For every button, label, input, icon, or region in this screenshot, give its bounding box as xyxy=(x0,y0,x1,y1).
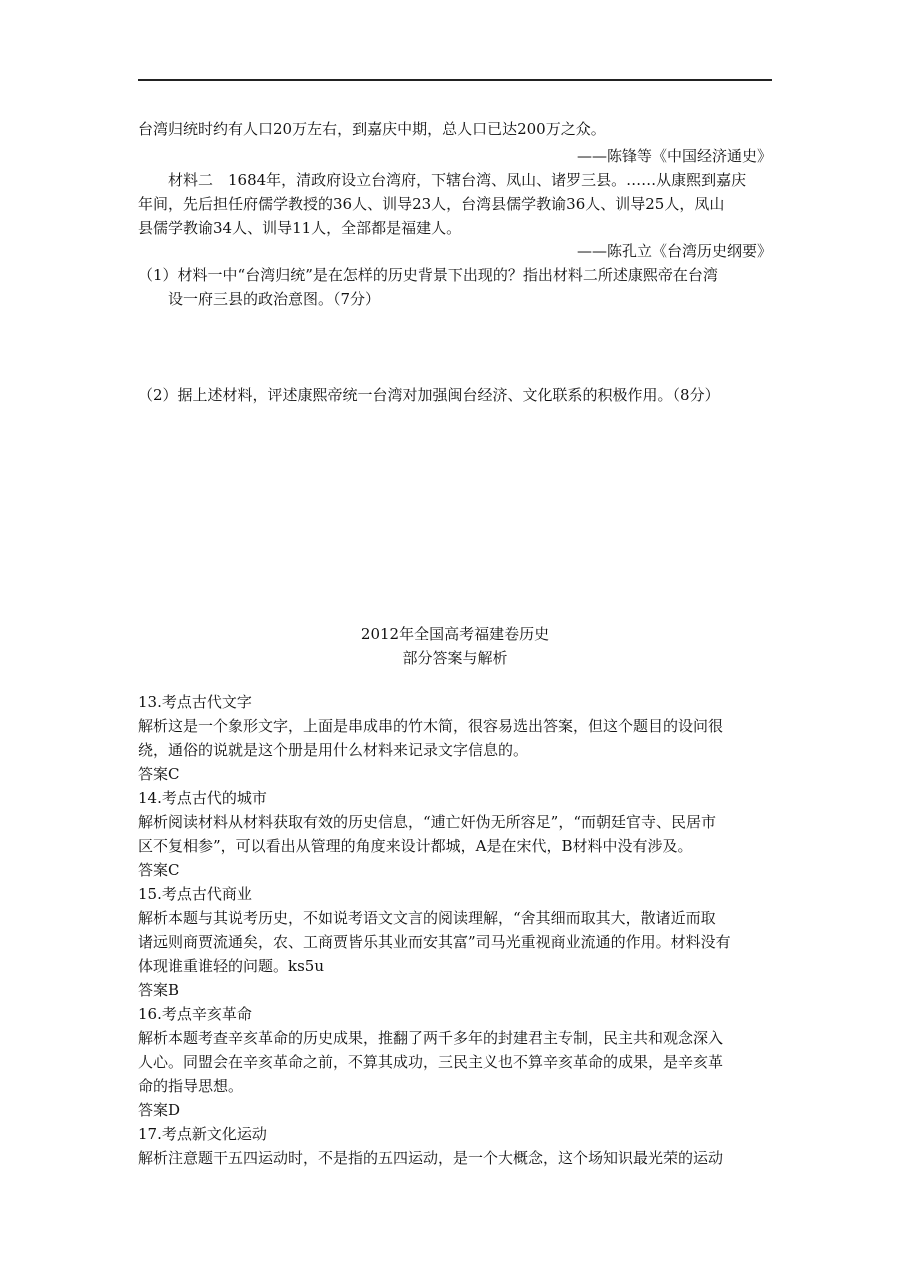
answer-line: 解析阅读材料从材料获取有效的历史信息，“逋亡奸伪无所容足”，“而朝廷官寺、民居市 xyxy=(138,813,717,831)
answer-line: 17.考点新文化运动 xyxy=(138,1125,267,1143)
answer-line: 区不复相参”，可以看出从管理的角度来设计都城，A是在宋代，B材料中没有涉及。 xyxy=(138,837,693,855)
material-two-source: ——陈孔立《台湾历史纲要》 xyxy=(576,242,772,260)
answer-line: 解析本题与其说考历史，不如说考语文文言的阅读理解，“舍其细而取其大，散诸近而取 xyxy=(138,909,716,927)
answers-title: 2012年全国高考福建卷历史 xyxy=(360,625,550,643)
answer-line: 15.考点古代商业 xyxy=(138,885,252,903)
answer-line: 答案D xyxy=(138,1101,181,1119)
answer-line: 答案B xyxy=(138,981,180,999)
answer-line: 诸远则商贾流通矣，农、工商贾皆乐其业而安其富”司马光重视商业流通的作用。材料没有 xyxy=(138,933,731,951)
answer-line: 命的指导思想。 xyxy=(138,1077,244,1095)
answer-line: 解析这是一个象形文字，上面是串成串的竹木简，很容易选出答案，但这个题目的设问很 xyxy=(138,717,724,735)
header-rule xyxy=(138,79,772,81)
answer-line: 答案C xyxy=(138,861,180,879)
answer-line: 解析注意题干五四运动时，不是指的五四运动，是一个大概念，这个场知识最光荣的运动 xyxy=(138,1149,724,1167)
question-one: （1）材料一中“台湾归统”是在怎样的历史背景下出现的？指出材料二所述康熙帝在台湾 xyxy=(138,266,718,284)
answer-line: 解析本题考查辛亥革命的历史成果，推翻了两千多年的封建君主专制，民主共和观念深入 xyxy=(138,1029,724,1047)
question-one-cont: 设一府三县的政治意图。（7分） xyxy=(138,290,381,308)
answer-line: 体现谁重谁轻的问题。ks5u xyxy=(138,957,324,975)
material-two-line: 年间，先后担任府儒学教授的36人、训导23人，台湾县儒学教谕36人、训导25人，凤山 xyxy=(138,195,725,213)
material-one-tail: 台湾归统时约有人口20万左右，到嘉庆中期，总人口已达200万之众。 xyxy=(138,120,606,138)
answer-line: 14.考点古代的城市 xyxy=(138,789,267,807)
material-two-line: 县儒学教谕34人、训导11人，全部都是福建人。 xyxy=(138,219,462,237)
answer-line: 13.考点古代文字 xyxy=(138,693,252,711)
material-two-line: 材料二 1684年，清政府设立台湾府，下辖台湾、凤山、诸罗三县。……从康熙到嘉庆 xyxy=(138,171,747,189)
answer-line: 答案C xyxy=(138,765,180,783)
answers-subtitle: 部分答案与解析 xyxy=(402,649,508,667)
answer-line: 人心。同盟会在辛亥革命之前，不算其成功，三民主义也不算辛亥革命的成果，是辛亥革 xyxy=(138,1053,724,1071)
answer-line: 16.考点辛亥革命 xyxy=(138,1005,252,1023)
answer-line: 绕，通俗的说就是这个册是用什么材料来记录文字信息的。 xyxy=(138,741,529,759)
question-two: （2）据上述材料，评述康熙帝统一台湾对加强闽台经济、文化联系的积极作用。（8分） xyxy=(138,386,720,404)
material-one-source: ——陈锋等《中国经济通史》 xyxy=(576,147,772,165)
